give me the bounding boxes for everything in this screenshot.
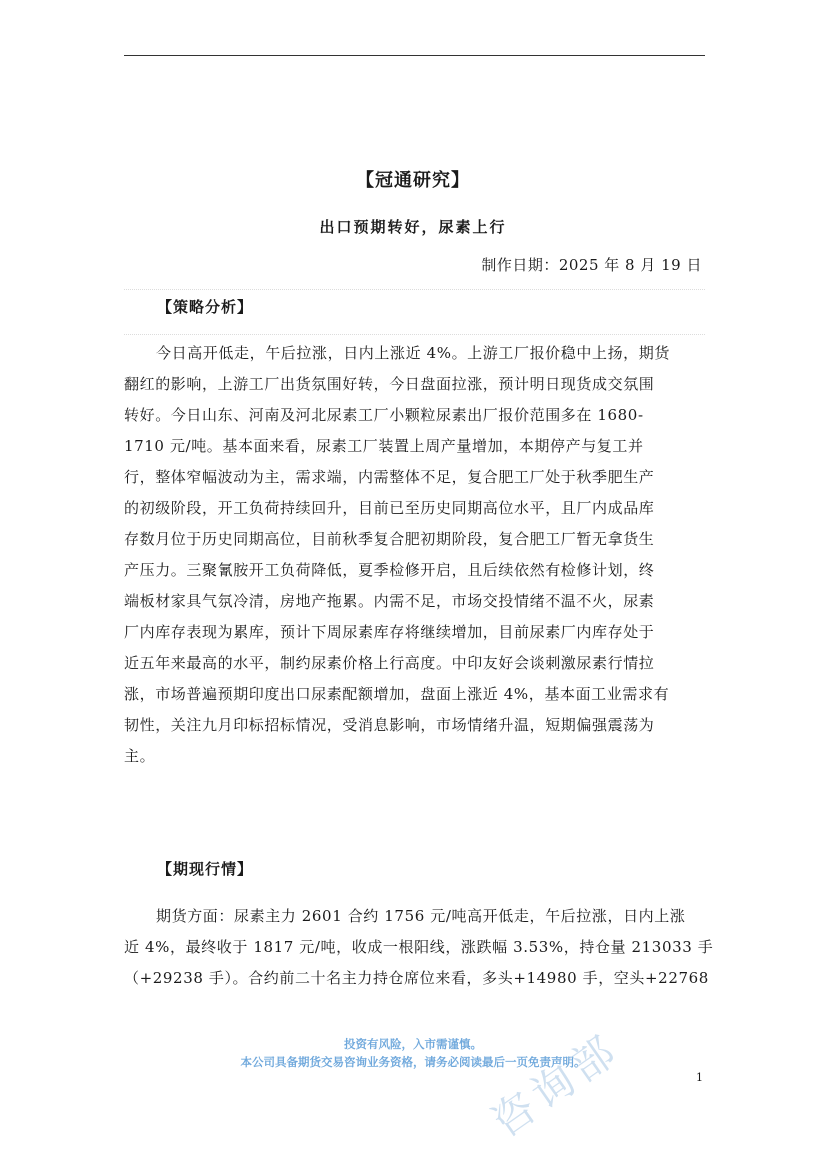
- document-title: 出口预期转好，尿素上行: [319, 218, 507, 236]
- market-paragraph: [124, 901, 714, 994]
- paragraph-line: 产压力。三聚氰胺开工负荷降低，夏季检修开启，且后续依然有检修计划，终: [124, 561, 655, 579]
- strategy-paragraph: [124, 338, 705, 772]
- page-number: 1: [696, 1071, 703, 1084]
- paragraph-line: 近五年来最高的水平，制约尿素价格上行高度。中印友好会谈刺激尿素行情拉: [124, 654, 655, 672]
- paragraph-line: 韧性，关注九月印标招标情况，受消息影响，市场情绪升温，短期偏强震荡为: [124, 716, 655, 734]
- org-title: 【冠通研究】: [356, 170, 470, 191]
- paragraph-line: 的初级阶段，开工负荷持续回升，目前已至历史同期高位水平，且厂内成品库: [124, 499, 655, 517]
- paragraph-line: 厂内库存表现为累库，预计下周尿素库存将继续增加，目前尿素厂内库存处于: [124, 623, 655, 641]
- watermark: 咨询部: [482, 1023, 629, 1147]
- paragraph-line: 今日高开低走，午后拉涨，日内上涨近 4%。上游工厂报价稳中上扬，期货: [156, 344, 670, 362]
- divider: [124, 289, 705, 290]
- paragraph-line: 行，整体窄幅波动为主，需求端，内需整体不足，复合肥工厂处于秋季肥生产: [124, 468, 655, 486]
- risk-notice: 投资有风险，入市需谨慎。: [344, 1037, 482, 1051]
- paragraph-line: 主。: [124, 747, 156, 765]
- paragraph-line: 涨，市场普遍预期印度出口尿素配额增加，盘面上涨近 4%，基本面工业需求有: [124, 685, 670, 703]
- paragraph-line: 1710 元/吨。基本面来看，尿素工厂装置上周产量增加，本期停产与复工并: [124, 437, 644, 455]
- paragraph-line: 近 4%，最终收于 1817 元/吨，收成一根阳线，涨跌幅 3.53%，持仓量 213033 手: [124, 938, 714, 956]
- paragraph-line: 翻红的影响，上游工厂出货氛围好转，今日盘面拉涨，预计明日现货成交氛围: [124, 375, 655, 393]
- divider: [124, 334, 705, 335]
- header-rule: [124, 55, 705, 56]
- paragraph-line: 转好。今日山东、河南及河北尿素工厂小颗粒尿素出厂报价范围多在 1680-: [124, 406, 644, 424]
- paragraph-line: 期货方面：尿素主力 2601 合约 1756 元/吨高开低走，午后拉涨，日内上涨: [156, 907, 686, 925]
- paragraph-line: （+29238 手）。合约前二十名主力持仓席位来看，多头+14980 手，空头+22768: [124, 969, 709, 987]
- paragraph-line: 存数月位于历史同期高位，目前秋季复合肥初期阶段，复合肥工厂暂无拿货生: [124, 530, 655, 548]
- section-heading-market: 【期现行情】: [157, 860, 254, 878]
- paragraph-line: 端板材家具气氛冷清，房地产拖累。内需不足，市场交投情绪不温不火，尿素: [124, 592, 655, 610]
- document-date: 制作日期：2025 年 8 月 19 日: [481, 256, 702, 274]
- section-heading-strategy: 【策略分析】: [157, 298, 254, 316]
- qualification-notice: 本公司具备期货交易咨询业务资格，请务必阅读最后一页免责声明。: [240, 1055, 586, 1069]
